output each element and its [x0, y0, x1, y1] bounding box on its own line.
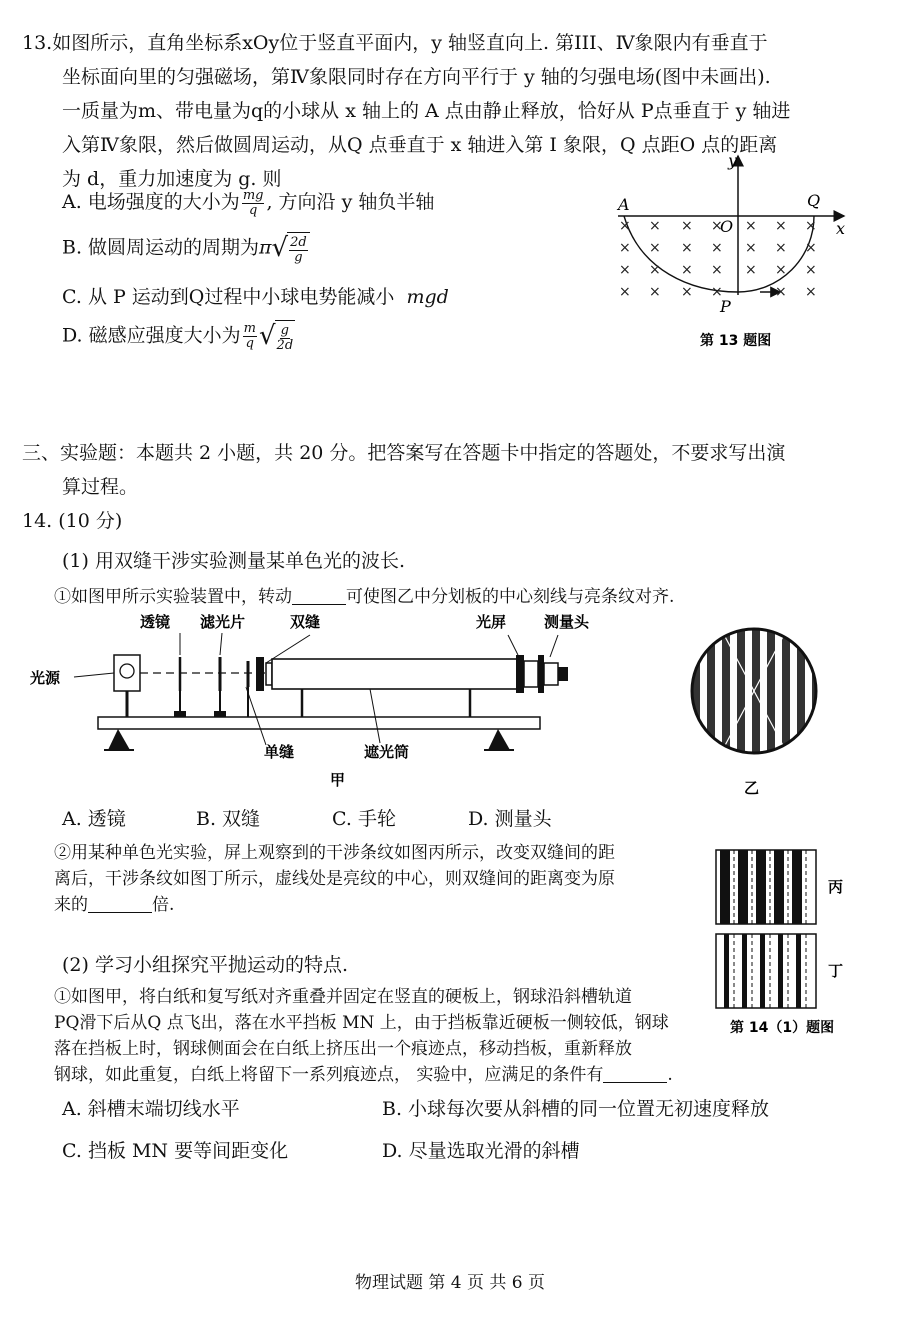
bench-foot-left [108, 729, 130, 750]
field-cross: × [745, 262, 757, 278]
q14-part2-option-a: A. 斜槽末端切线水平 [62, 1098, 240, 1120]
q14-heading: 14. (10 分) [22, 510, 123, 532]
q14-part2-line1: ①如图甲，将白纸和复写纸对齐重叠并固定在竖直的硬板上，钢球沿斜槽轨道 [54, 987, 632, 1007]
q13-line3: 一质量为m、带电量为q的小球从 x 轴上的 A 点由静止释放，恰好从 P点垂直于 y 轴进 [62, 100, 791, 122]
label-measuring-head: 测量头 [544, 613, 590, 631]
double-slit-element [256, 657, 264, 691]
field-cross: × [805, 240, 817, 256]
q13-line2: 坐标面向里的匀强磁场，第Ⅳ象限同时存在方向平行于 y 轴的匀强电场(图中未画出). [62, 66, 771, 88]
fringe-stripe [720, 850, 730, 924]
field-cross: × [711, 262, 723, 278]
q13-option-b: B. 做圆周运动的周期为π √ $\frac{2d}{g}$ [62, 232, 310, 265]
field-cross: × [711, 284, 723, 300]
fringe-stripe [742, 934, 747, 1008]
figure-14-caption: 第 14（1）题图 [730, 1020, 835, 1036]
field-cross: × [649, 240, 661, 256]
light-shield-tube [272, 659, 518, 689]
field-cross: × [649, 262, 661, 278]
label-a: A [618, 195, 630, 214]
q14-part2-option-c: C. 挡板 MN 要等间距变化 [62, 1140, 289, 1162]
label-y: y [728, 151, 738, 170]
fringe-stripe [738, 850, 748, 924]
measuring-head [538, 655, 544, 693]
field-cross: × [649, 284, 661, 300]
field-cross: × [775, 262, 787, 278]
field-cross: × [619, 218, 631, 234]
q14-part2-line3: 落在挡板上时，钢球侧面会在白纸上挤压出一个痕迹点，移动挡板，重新释放 [54, 1039, 632, 1059]
field-cross: × [711, 240, 723, 256]
label-double-slit: 双缝 [290, 613, 321, 631]
q13-figure [600, 150, 860, 360]
fringe-stripe [760, 934, 765, 1008]
label-x: x [836, 219, 846, 238]
label-jia: 甲 [330, 771, 346, 789]
q13-line1: 13.如图所示，直角坐标系xOy位于竖直平面内，y 轴竖直向上. 第III、Ⅳ象限内有垂直于 [22, 32, 768, 54]
label-ding: 丁 [828, 962, 844, 980]
reticle-figure [684, 625, 824, 800]
label-filter: 滤光片 [200, 613, 246, 631]
field-cross: × [681, 218, 693, 234]
field-cross: × [681, 262, 693, 278]
q14-part2-line4: 钢球，如此重复，白纸上将留下一系列痕迹点， 实验中，应满足的条件有 . [54, 1065, 673, 1085]
q13-option-d: D. 磁感应强度大小为 $\frac{m}{q}$ √ $\frac{g}{2d}$ [62, 320, 294, 353]
label-tube: 遮光筒 [364, 743, 410, 761]
label-light-source: 光源 [30, 669, 61, 687]
field-cross: × [711, 218, 723, 234]
optical-bench [98, 717, 540, 729]
fringe-stripe [767, 625, 775, 765]
field-cross: × [681, 284, 693, 300]
fringe-stripe [774, 850, 784, 924]
label-yi: 乙 [744, 779, 760, 797]
handwheel [558, 667, 568, 681]
label-p: P [720, 297, 731, 316]
figure-13-caption: 第 13 题图 [700, 333, 772, 349]
light-source-box [114, 655, 140, 691]
fringe-stripe [796, 934, 801, 1008]
label-o: O [720, 217, 734, 236]
page-footer: 物理试题 第 4 页 共 6 页 [354, 1273, 546, 1293]
label-single-slit: 单缝 [264, 743, 295, 761]
q13-option-c: C. 从 P 运动到Q过程中小球电势能减小 mgd [62, 286, 449, 308]
field-cross: × [619, 262, 631, 278]
option-a: A. 透镜 [62, 808, 126, 830]
q14-part1-q2-line3: 来的 倍. [54, 895, 175, 915]
q13-line5: 为 d，重力加速度为 g. 则 [62, 168, 282, 190]
q14-part2-title: (2) 学习小组探究平抛运动的特点. [62, 954, 348, 976]
label-screen: 光屏 [476, 613, 507, 631]
screen-element [516, 655, 524, 693]
label-q: Q [807, 191, 821, 210]
q14-part1-question1: ①如图甲所示实验装置中，转动 可使图乙中分划板的中心刻线与亮条纹对齐. [54, 587, 675, 607]
section3-line1: 三、实验题：本题共 2 小题，共 20 分。把答案写在答题卡中指定的答题处，不要求写出演 [22, 442, 786, 464]
q14-part2-option-b: B. 小球每次要从斜槽的同一位置无初速度释放 [382, 1098, 770, 1120]
answer-blank-1 [292, 586, 346, 605]
field-cross: × [805, 262, 817, 278]
apparatus-figure [30, 605, 600, 795]
field-cross: × [619, 240, 631, 256]
q14-part2-option-d: D. 尽量选取光滑的斜槽 [382, 1140, 580, 1162]
fringe-stripe [724, 934, 729, 1008]
fringe-figures [710, 848, 870, 1043]
field-cross: × [745, 240, 757, 256]
fringe-stripe [778, 934, 783, 1008]
field-cross: × [681, 240, 693, 256]
field-cross: × [619, 284, 631, 300]
field-cross: × [775, 240, 787, 256]
field-cross: × [745, 218, 757, 234]
q14-part1-options [62, 804, 552, 831]
answer-blank-3 [603, 1064, 667, 1083]
bench-foot-right [488, 729, 510, 750]
section3-line2: 算过程。 [62, 476, 139, 498]
q13-line4: 入第Ⅳ象限，然后做圆周运动，从Q 点垂直于 x 轴进入第 I 象限，Q 点距O 点的距离 [62, 134, 778, 156]
label-lens: 透镜 [140, 613, 171, 631]
q14-part1-q2-line1: ②用某种单色光实验，屏上观察到的干涉条纹如图丙所示，改变双缝间的距 [54, 843, 615, 863]
option-c: C. 手轮 [332, 808, 396, 830]
label-bing: 丙 [828, 878, 844, 896]
option-b: B. 双缝 [196, 808, 261, 830]
q14-part1-title: (1) 用双缝干涉实验测量某单色光的波长. [62, 550, 405, 572]
field-cross: × [805, 284, 817, 300]
field-cross: × [649, 218, 661, 234]
q14-part1-q2-line2: 离后，干涉条纹如图丁所示，虚线处是亮纹的中心，则双缝间的距离变为原 [54, 869, 615, 889]
fringe-stripe [737, 625, 745, 765]
answer-blank-2 [88, 894, 152, 913]
field-cross: × [805, 218, 817, 234]
field-cross: × [775, 218, 787, 234]
q14-part2-line2: PQ滑下后从Q 点飞出，落在水平挡板 MN 上，由于挡板靠近硬板一侧较低，钢球 [54, 1013, 669, 1033]
fringe-stripe [756, 850, 766, 924]
field-cross: × [775, 284, 787, 300]
fringe-stripe [792, 850, 802, 924]
option-d: D. 测量头 [468, 808, 552, 830]
q13-option-a: A. 电场强度的大小为 $\frac{mg}{q}$ , 方向沿 y 轴负半轴 [62, 187, 435, 218]
